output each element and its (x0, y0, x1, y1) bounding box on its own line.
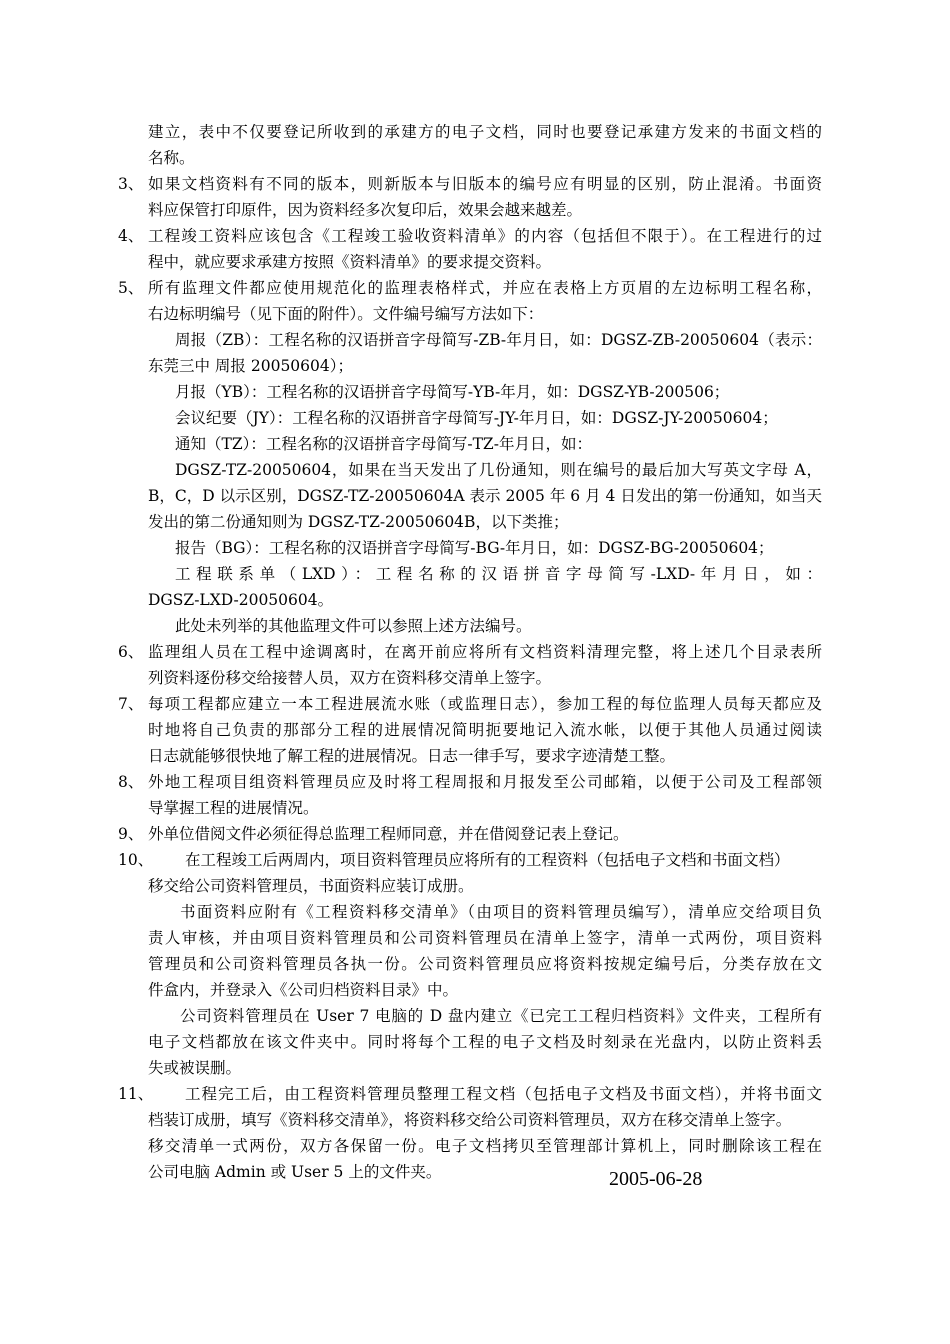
text-line: DGSZ-TZ-20050604，如果在当天发出了几份通知，则在编号的最后加大写英文字母 A， (175, 461, 822, 479)
text-line: 会议纪要（JY）：工程名称的汉语拼音字母简写-JY-年月日，如：DGSZ-JY-20050604； (175, 409, 778, 427)
text-line: 在工程竣工后两周内，项目资料管理员应将所有的工程资料（包括电子文档和书面文档） (185, 851, 790, 869)
text-line: 右边标明编号（见下面的附件）。文件编号编写方法如下： (148, 305, 544, 323)
text-line: 列资料逐份移交给接替人员，双方在资料移交清单上签字。 (148, 669, 552, 687)
text-line: 日志就能够很快地了解工程的进展情况。日志一律手写，要求字迹清楚工整。 (148, 747, 676, 765)
text-line: 名称。 (148, 149, 195, 167)
text-line: 公司资料管理员在 User 7 电脑的 D 盘内建立《已完工工程归档资料》文件夹，工程所有 (180, 1007, 822, 1025)
text-line: 通知（TZ）：工程名称的汉语拼音字母简写-TZ-年月日，如： (175, 435, 592, 453)
text-line: 导掌握工程的进展情况。 (148, 799, 319, 817)
text-line: 移交清单一式两份，双方各保留一份。电子文档拷贝至管理部计算机上，同时删除该工程在 (148, 1137, 822, 1155)
text-line: 书面资料应附有《工程资料移交清单》（由项目的资料管理员编写），清单应交给项目负 (180, 903, 822, 921)
item-number: 3、 (118, 175, 144, 193)
item-number: 10、 (118, 851, 154, 869)
text-line: 每项工程都应建立一本工程进展流水账（或监理日志），参加工程的每位监理人员每天都应及 (148, 695, 822, 713)
text-line: 工程联系单（LXD）：工程名称的汉语拼音字母简写-LXD-年月日，如： (175, 565, 822, 583)
text-line: 发出的第二份通知则为 DGSZ-TZ-20050604B，以下类推； (148, 513, 569, 531)
text-line: 程中，就应要求承建方按照《资料清单》的要求提交资料。 (148, 253, 552, 271)
document-date: 2005-06-28 (609, 1168, 703, 1190)
text-line: 公司电脑 Admin 或 User 5 上的文件夹。 (148, 1163, 442, 1181)
item-number: 6、 (118, 643, 144, 661)
text-line: 外单位借阅文件必须征得总监理工程师同意，并在借阅登记表上登记。 (148, 825, 629, 843)
text-line: 东莞三中 周报 20050604）； (148, 357, 353, 375)
text-line: 工程完工后，由工程资料管理员整理工程文档（包括电子文档及书面文档），并将书面文 (185, 1085, 822, 1103)
item-number: 9、 (118, 825, 144, 843)
text-line: 失或被误删。 (148, 1059, 242, 1077)
text-line: 周报（ZB）：工程名称的汉语拼音字母简写-ZB-年月日，如：DGSZ-ZB-20050604（表示： (175, 331, 822, 349)
text-line: B，C，D 以示区别，DGSZ-TZ-20050604A 表示 2005 年 6 月 4 日发出的第一份通知，如当天 (148, 487, 822, 505)
text-line: 如果文档资料有不同的版本，则新版本与旧版本的编号应有明显的区别，防止混淆。书面资 (148, 175, 822, 193)
text-line: 时地将自己负责的那部分工程的进展情况简明扼要地记入流水帐，以便于其他人员通过阅读 (148, 721, 822, 739)
text-line: 所有监理文件都应使用规范化的监理表格样式，并应在表格上方页眉的左边标明工程名称， (148, 279, 822, 297)
text-line: 此处未列举的其他监理文件可以参照上述方法编号。 (175, 617, 532, 635)
text-line: 责人审核，并由项目资料管理员和公司资料管理员在清单上签字，清单一式两份，项目资料 (148, 929, 822, 947)
text-line: 件盒内，并登录入《公司归档资料目录》中。 (148, 981, 459, 999)
item-number: 11、 (118, 1085, 154, 1103)
text-line: 料应保管打印原件，因为资料经多次复印后，效果会越来越差。 (148, 201, 583, 219)
text-line: DGSZ-LXD-20050604。 (148, 591, 334, 609)
text-line: 移交给公司资料管理员，书面资料应装订成册。 (148, 877, 474, 895)
text-line: 电子文档都放在该文件夹中。同时将每个工程的电子文档及时刻录在光盘内，以防止资料丢 (148, 1033, 822, 1051)
text-line: 工程竣工资料应该包含《工程竣工验收资料清单》的内容（包括但不限于）。在工程进行的过 (148, 227, 822, 245)
text-line: 外地工程项目组资料管理员应及时将工程周报和月报发至公司邮箱，以便于公司及工程部领 (148, 773, 822, 791)
text-line: 报告（BG）：工程名称的汉语拼音字母简写-BG-年月日，如：DGSZ-BG-20050604； (175, 539, 774, 557)
item-number: 7、 (118, 695, 144, 713)
text-line: 月报（YB）：工程名称的汉语拼音字母简写-YB-年月，如：DGSZ-YB-200506； (175, 383, 730, 401)
text-line: 管理员和公司资料管理员各执一份。公司资料管理员应将资料按规定编号后，分类存放在文 (148, 955, 822, 973)
item-number: 4、 (118, 227, 144, 245)
text-line: 监理组人员在工程中途调离时，在离开前应将所有文档资料清理完整，将上述几个目录表所 (148, 643, 822, 661)
text-line: 建立，表中不仅要登记所收到的承建方的电子文档，同时也要登记承建方发来的书面文档的 (148, 123, 822, 141)
item-number: 8、 (118, 773, 144, 791)
item-number: 5、 (118, 279, 144, 297)
text-line: 档装订成册，填写《资料移交清单》，将资料移交给公司资料管理员，双方在移交清单上签字。 (148, 1111, 792, 1129)
